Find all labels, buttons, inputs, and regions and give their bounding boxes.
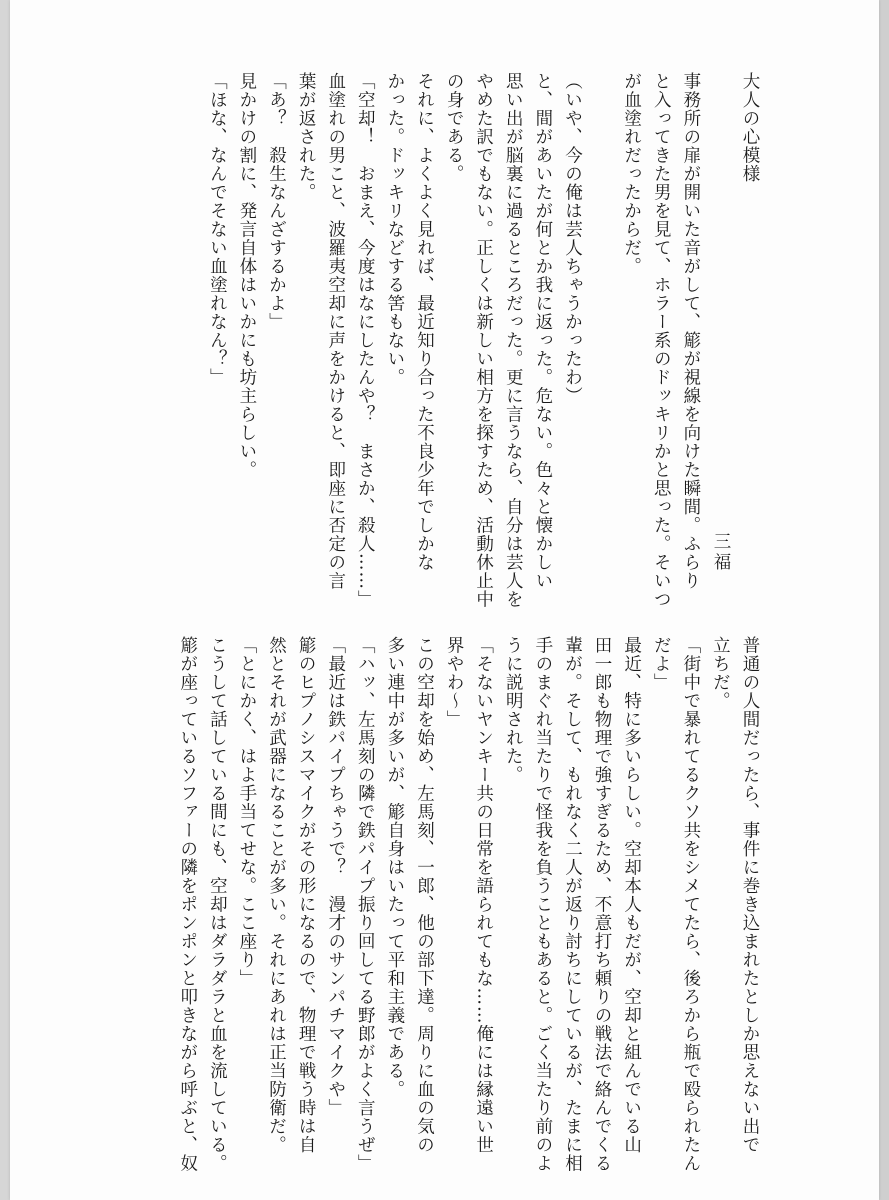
text-line: 田一郎も物理で強すぎるため、不意打ち頼りの戦法で絡んでくる — [592, 636, 613, 1173]
text-line: かった。ドッキリなどする筈もない。 — [384, 72, 405, 387]
text-line: が血塗れだったからだ。 — [621, 72, 642, 276]
text-line — [586, 72, 616, 582]
page-edge-left — [0, 0, 10, 1200]
text-line: 多い連中が多いが、簓自身はいたって平和主義である。 — [384, 636, 405, 1099]
text-line: 「あ？ 殺生なんざするかよ」 — [266, 72, 287, 331]
text-line — [734, 72, 764, 582]
book-page — [10, 0, 879, 1200]
text-line: 輩が。そして、もれなく二人が返り討ちにしているが、たまに相 — [562, 636, 583, 1173]
text-line — [705, 72, 735, 582]
story-title: 大人の心模様 — [740, 72, 760, 183]
text-line: 手のまぐれ当たりで怪我を負うこともあると。ごく当たり前のよ — [532, 636, 553, 1173]
text-line: 「とにかく、はよ手当てせな。ここ座り」 — [236, 636, 257, 988]
text-line: と、間があいたが何とか我に返った。危ない。色々と懐かしい — [532, 72, 553, 590]
text-line: うに説明された。 — [503, 636, 524, 784]
text-line: 普通の人間だったら、事件に巻き込まれたとしか思えない出で — [740, 636, 760, 1154]
text-line: の身である。 — [444, 72, 465, 183]
text-line: この空却を始め、左馬刻、一郎、他の部下達。周りに血の気の — [414, 636, 435, 1154]
text-line: （いや、今の俺は芸人ちゃうかったわ） — [562, 72, 583, 405]
text-line: 見かけの割に、発言自体はいかにも坊主らしい。 — [236, 72, 257, 479]
text-line: 最近、特に多いらしい。空却本人もだが、空却と組んでいる山 — [621, 636, 642, 1154]
text-line: 「街中で暴れてるクソ共をシメてたら、後ろから瓶で殴られたん — [680, 636, 701, 1173]
text-line: 「そないヤンキー共の日常を語られてもな……俺には縁遠い世 — [473, 636, 494, 1154]
lower-text-block — [172, 636, 764, 1173]
upper-text-block — [202, 72, 764, 609]
text-line: やめた訳でもない。正しくは新しい相方を探すため、活動休止中 — [473, 72, 494, 609]
text-line: 簓が座っているソファーの隣をポンポンと叩きながら呼ぶと、奴 — [177, 636, 198, 1173]
text-line: 「ほな、なんでそない血塗れなん？」 — [207, 72, 228, 387]
text-line: 界やわ〜」 — [444, 636, 465, 729]
text-line: 葉が返された。 — [296, 72, 317, 202]
author-name: 三福 — [711, 532, 731, 573]
text-line: 立ちだ。 — [710, 636, 731, 710]
text-line: それに、よくよく見れば、最近知り合った不良少年でしかな — [414, 72, 435, 572]
text-line: 思い出が脳裏に過るところだった。更に言うなら、自分は芸人を — [503, 72, 524, 609]
text-line: だよ」 — [651, 636, 672, 692]
text-line: と入ってきた男を見て、ホラー系のドッキリかと思った。そいつ — [651, 72, 672, 609]
text-line: 簓のヒプノシスマイクがその形になるので、物理で戦う時は自 — [296, 636, 317, 1154]
text-line: 事務所の扉が開いた音がして、簓が視線を向けた瞬間。ふらり — [680, 72, 701, 590]
text-line: 「ハッ、左馬刻の隣で鉄パイプ振り回してる野郎がよく言うぜ」 — [355, 636, 376, 1173]
text-line: こうして話している間にも、空却はダラダラと血を流している。 — [207, 636, 228, 1173]
text-line: 血塗れの男こと、波羅夷空却に声をかけると、即座に否定の言 — [325, 72, 346, 590]
text-line: 「空却！ おまえ、今度はなにしたんや？ まさか、殺人……」 — [355, 72, 376, 609]
text-line: 「最近は鉄パイプちゃうで？ 漫才のサンパチマイクや」 — [325, 636, 346, 1117]
text-line: 然とそれが武器になることが多い。それにあれは正当防衛だ。 — [266, 636, 287, 1154]
page-edge-right — [879, 0, 889, 1200]
